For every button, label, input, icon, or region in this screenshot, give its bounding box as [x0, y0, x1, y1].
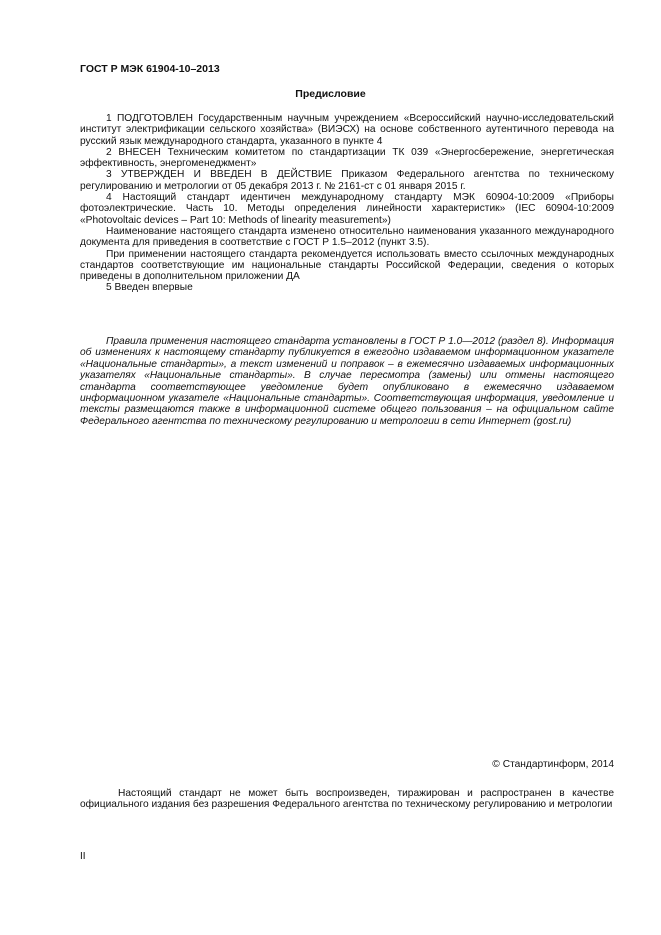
document-code: ГОСТ Р МЭК 61904-10–2013 [80, 63, 220, 75]
paragraph-approved: 3 УТВЕРЖДЕН И ВВЕДЕН В ДЕЙСТВИЕ Приказом Федерального агентства по техническому регулированию и метрологии от 05 декабря 2013 г. № 2161-ст с 01 января 2015 г. [80, 169, 614, 192]
paragraph-prepared-by: 1 ПОДГОТОВЛЕН Государственным научным учреждением «Всероссийский научно-исследовательский институт электрификации сельского хозяйства» (ВИЭСХ) на основе собственного аутентичного перевода на русский язык международного стандарта, указанного в пункте 4 [80, 113, 614, 147]
foreword-title: Предисловие [295, 88, 366, 100]
paragraph-name-change: Наименование настоящего стандарта изменено относительно наименования указанного международного документа для приведения в соответствие с ГОСТ Р 1.5–2012 (пункт 3.5). [80, 225, 614, 249]
foreword-body [80, 113, 614, 294]
copyright-line [492, 759, 614, 770]
paragraph-national-standards: При применении настоящего стандарта рекомендуется использовать вместо ссылочных международных стандартов соответствующие им национальные стандарты Российской Федерации, сведения о которых приведены в дополнительном приложении ДА [80, 248, 614, 283]
copyright-icon: © [492, 759, 500, 770]
application-rules-note [80, 336, 614, 427]
legal-notice [80, 788, 614, 811]
copyright-text: Стандартинформ, 2014 [502, 759, 614, 770]
paragraph-identical-standard: 4 Настоящий стандарт идентичен международному стандарту МЭК 60904-10:2009 «Приборы фотоэлектрические. Часть 10. Методы определения линейности характеристик» (IEC 60904-10:2009 «Photovoltaic devices – Part 10: Methods of linearity measurement») [80, 192, 614, 226]
page-number: II [80, 851, 86, 862]
application-rules-text: Правила применения настоящего стандарта установлены в ГОСТ Р 1.0—2012 (раздел 8). Информация об изменениях к настоящему стандарту публикуется в ежегодно издаваемом информационном указателе «Национальные стандарты», а текст изменений и поправок – в ежемесячно издаваемых информационных указателях «Национальные стандарты». В случае пересмотра (замены) или отмены настоящего стандарта соответствующее уведомление будет опубликовано в ежемесячно издаваемом информационном указателе «Национальные стандарты». Соответствующая информация, уведомление и тексты размещаются также в информационной системе общего пользования – на официальном сайте Федерального агентства по техническому регулированию и метрологии в сети Интернет (gost.ru) [80, 336, 614, 427]
paragraph-introduced-by: 2 ВНЕСЕН Техническим комитетом по стандартизации ТК 039 «Энергосбережение, энергетическая эффективность, энергоменеджмент» [80, 146, 614, 170]
paragraph-first-introduced: 5 Введен впервые [106, 282, 193, 294]
legal-notice-text: Настоящий стандарт не может быть воспроизведен, тиражирован и распространен в качестве официального издания без разрешения Федерального агентства по техническому регулированию и метрологии [80, 788, 614, 811]
